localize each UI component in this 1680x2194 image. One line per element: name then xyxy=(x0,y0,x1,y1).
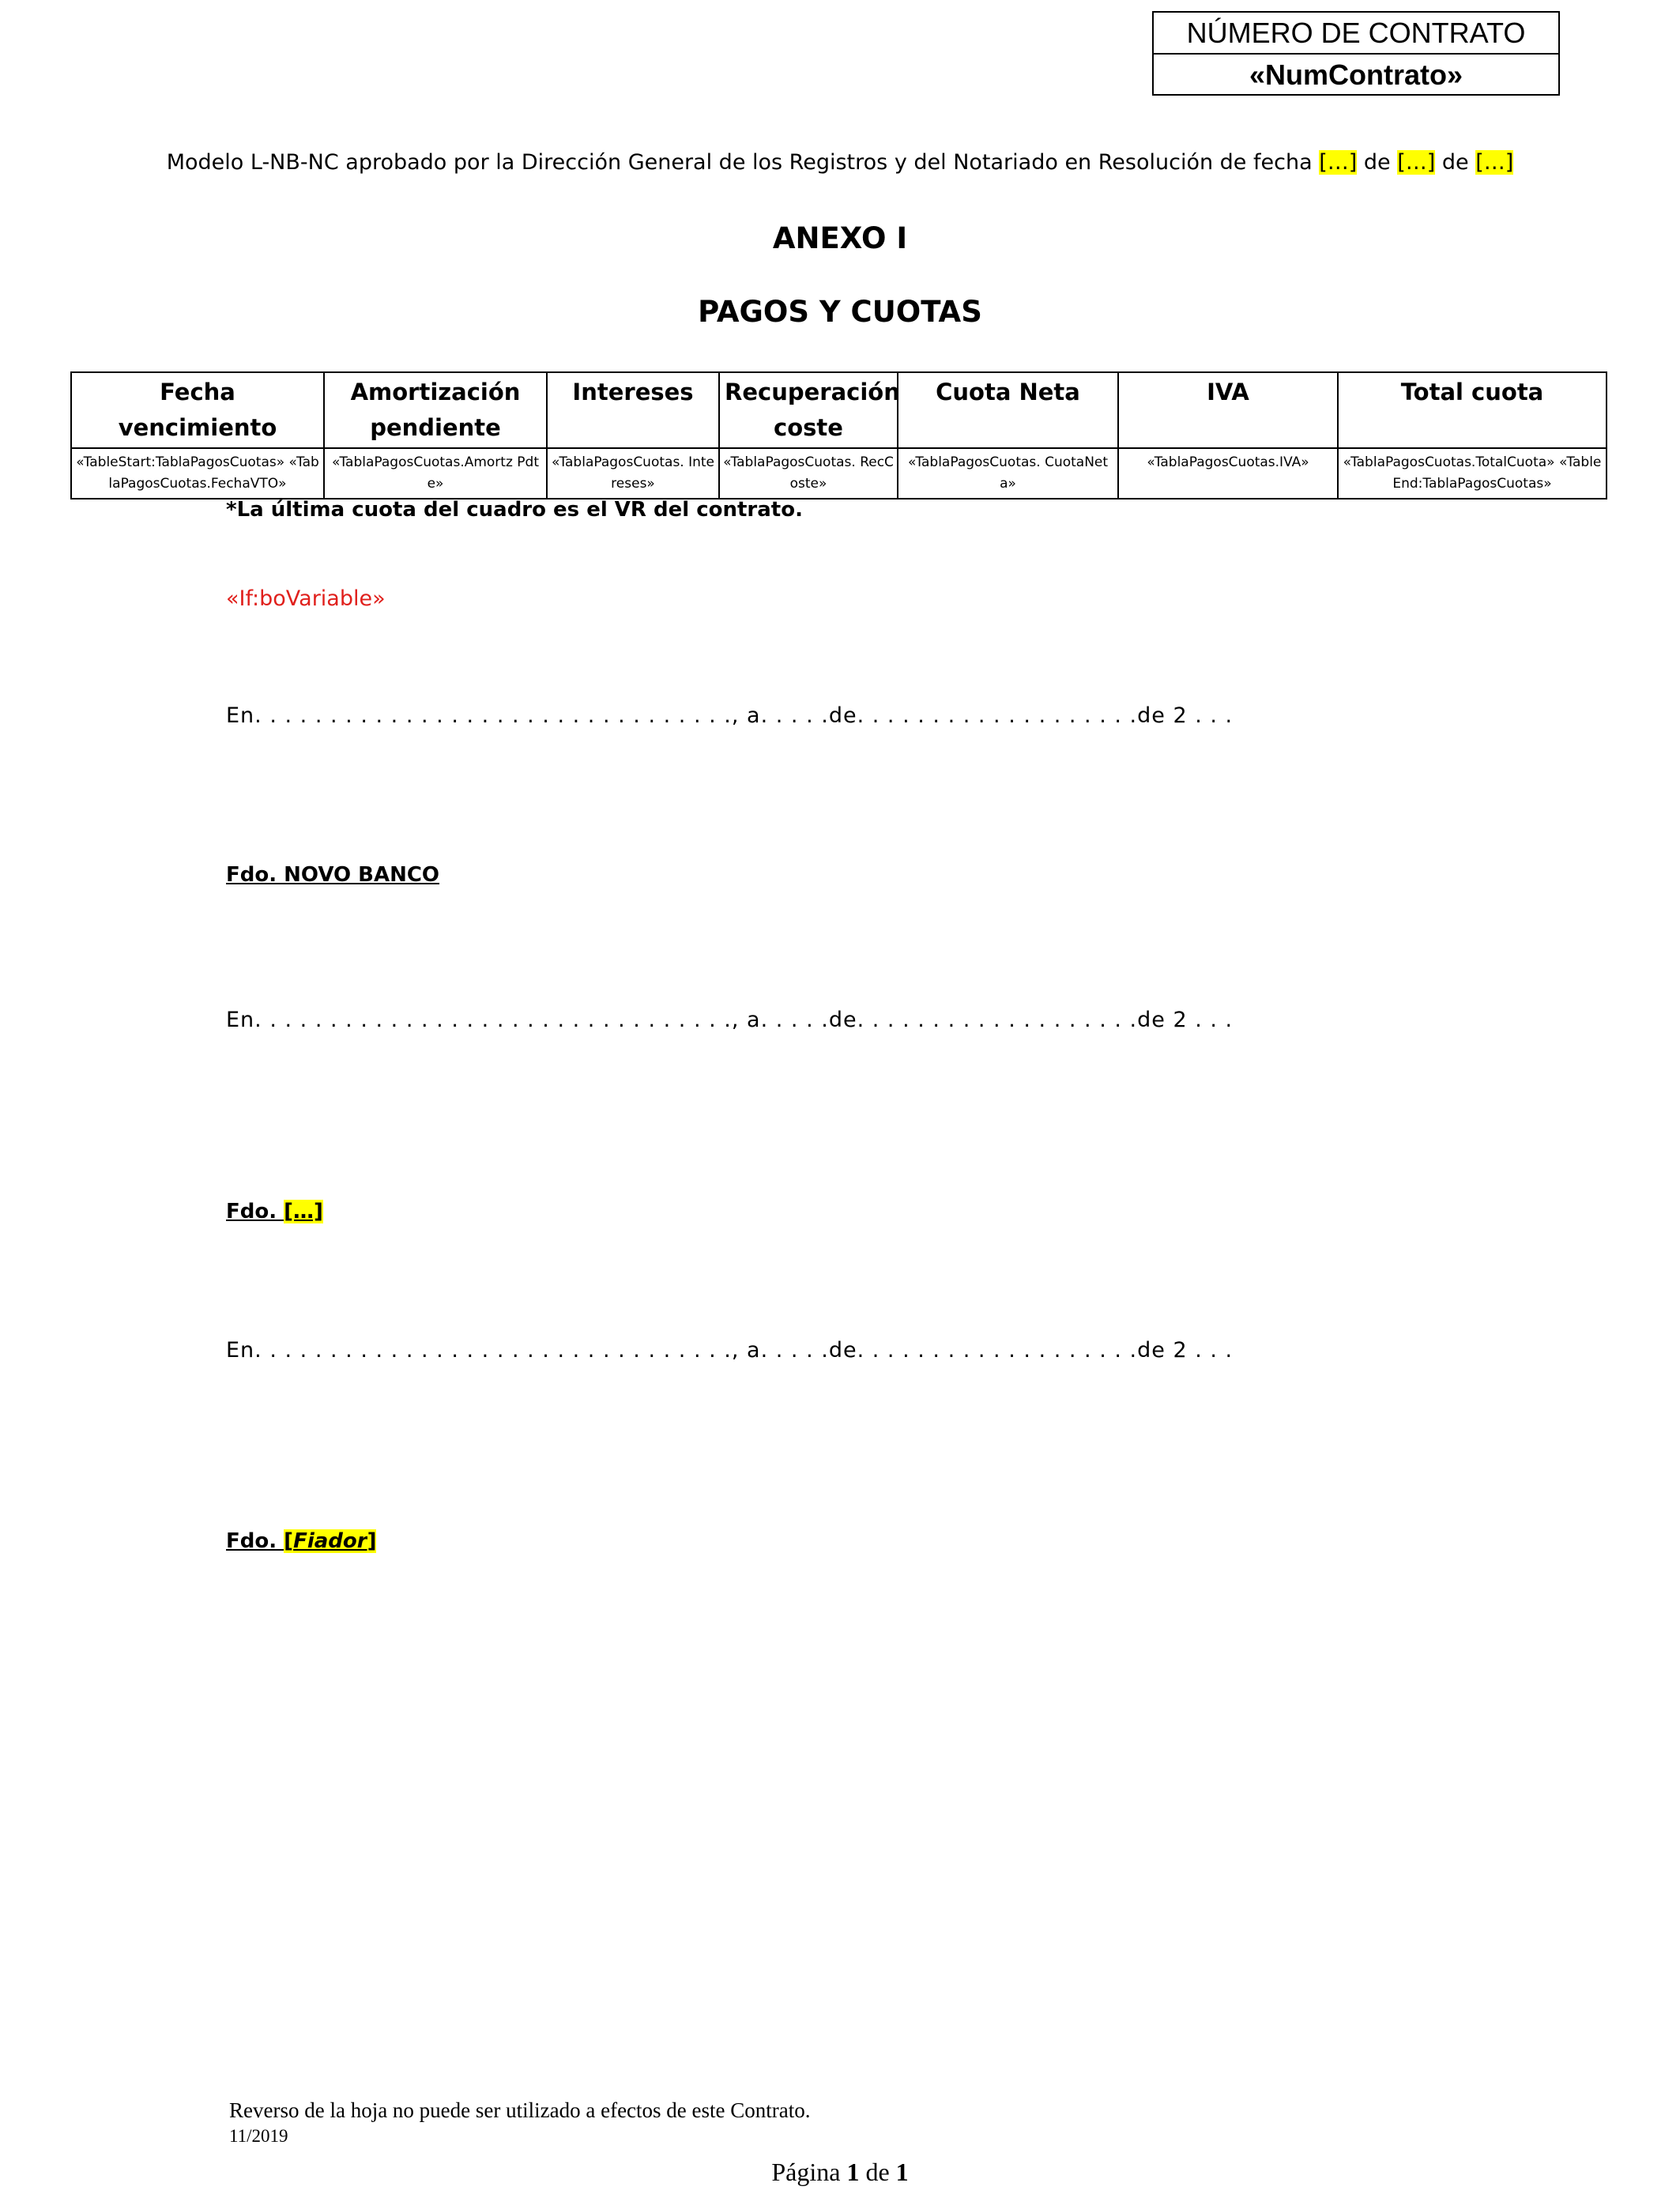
page-current: 1 xyxy=(846,2158,860,2186)
cell-intereses: «TablaPagosCuotas. Intereses» xyxy=(547,448,719,499)
modelo-line xyxy=(0,150,1680,175)
anexo-title: ANEXO I xyxy=(772,221,908,255)
payments-table xyxy=(70,371,1607,499)
fiador-field: Fiador xyxy=(293,1529,367,1553)
cell-cuota-neta: «TablaPagosCuotas. CuotaNeta» xyxy=(898,448,1118,499)
page-of: de xyxy=(865,2158,890,2186)
modelo-sep-2: de xyxy=(1435,150,1476,175)
vr-note: *La última cuota del cuadro es el VR del contrato. xyxy=(226,498,803,522)
fiador-open-bracket: [ xyxy=(284,1529,294,1553)
signature-blank-field: […] xyxy=(284,1200,323,1223)
header-amortizacion-pendiente: Amortización pendiente xyxy=(324,372,547,448)
table-row xyxy=(71,448,1607,499)
footer-date: 11/2019 xyxy=(229,2126,288,2146)
place-date-line-2: En. . . . . . . . . . . . . . . . . . . . . . . . . . . . . . . ., a. . . . .de. . . . . . . . . . . . . . . . . . .de 2 . . . xyxy=(226,1008,1234,1032)
cell-total-cuota: «TablaPagosCuotas.TotalCuota» «TableEnd:TablaPagosCuotas» xyxy=(1338,448,1607,499)
header-intereses: Intereses xyxy=(547,372,719,448)
signature-blank xyxy=(226,1200,323,1223)
if-variable-field: «If:boVariable» xyxy=(226,586,386,611)
contract-number-box xyxy=(1152,11,1560,96)
signature-prefix: Fdo. xyxy=(226,1200,284,1223)
page-number xyxy=(0,2158,1680,2187)
contract-number-value: «NumContrato» xyxy=(1154,53,1558,95)
place-date-line-3: En. . . . . . . . . . . . . . . . . . . . . . . . . . . . . . . ., a. . . . .de. . . . . . . . . . . . . . . . . . .de 2 . . . xyxy=(226,1338,1234,1363)
fiador-close-bracket: ] xyxy=(367,1529,377,1553)
header-cuota-neta: Cuota Neta xyxy=(898,372,1118,448)
cell-amortizacion-pendiente: «TablaPagosCuotas.Amortz Pdte» xyxy=(324,448,547,499)
signature-prefix: Fdo. xyxy=(226,1529,284,1553)
modelo-text: Modelo L-NB-NC aprobado por la Dirección General de los Registros y del Notariado en Resolución de fecha xyxy=(166,150,1320,175)
cell-recuperacion-coste: «TablaPagosCuotas. RecCoste» xyxy=(719,448,898,499)
place-date-line-1: En. . . . . . . . . . . . . . . . . . . . . . . . . . . . . . . ., a. . . . .de. . . . . . . . . . . . . . . . . . .de 2 . . . xyxy=(226,703,1234,728)
fecha-blank-day: […] xyxy=(1319,150,1358,175)
signature-novo-banco: Fdo. NOVO BANCO xyxy=(226,863,440,887)
page-word: Página xyxy=(771,2158,841,2186)
header-recuperacion-coste: Recuperación coste xyxy=(719,372,898,448)
cell-fecha-vencimiento: «TableStart:TablaPagosCuotas» «TablaPagosCuotas.FechaVTO» xyxy=(71,448,324,499)
header-iva: IVA xyxy=(1118,372,1338,448)
cell-iva: «TablaPagosCuotas.IVA» xyxy=(1118,448,1338,499)
signature-fiador xyxy=(226,1529,376,1553)
page-total: 1 xyxy=(895,2158,909,2186)
table-header-row xyxy=(71,372,1607,448)
modelo-sep-1: de xyxy=(1357,150,1398,175)
footer-reverse-note: Reverso de la hoja no puede ser utilizado a efectos de este Contrato. xyxy=(229,2098,811,2122)
fecha-blank-year: […] xyxy=(1475,150,1514,175)
fecha-blank-month: […] xyxy=(1397,150,1436,175)
pagos-title: PAGOS Y CUOTAS xyxy=(698,295,982,329)
header-total-cuota: Total cuota xyxy=(1338,372,1607,448)
header-fecha-vencimiento: Fecha vencimiento xyxy=(71,372,324,448)
contract-number-label: NÚMERO DE CONTRATO xyxy=(1186,16,1526,49)
